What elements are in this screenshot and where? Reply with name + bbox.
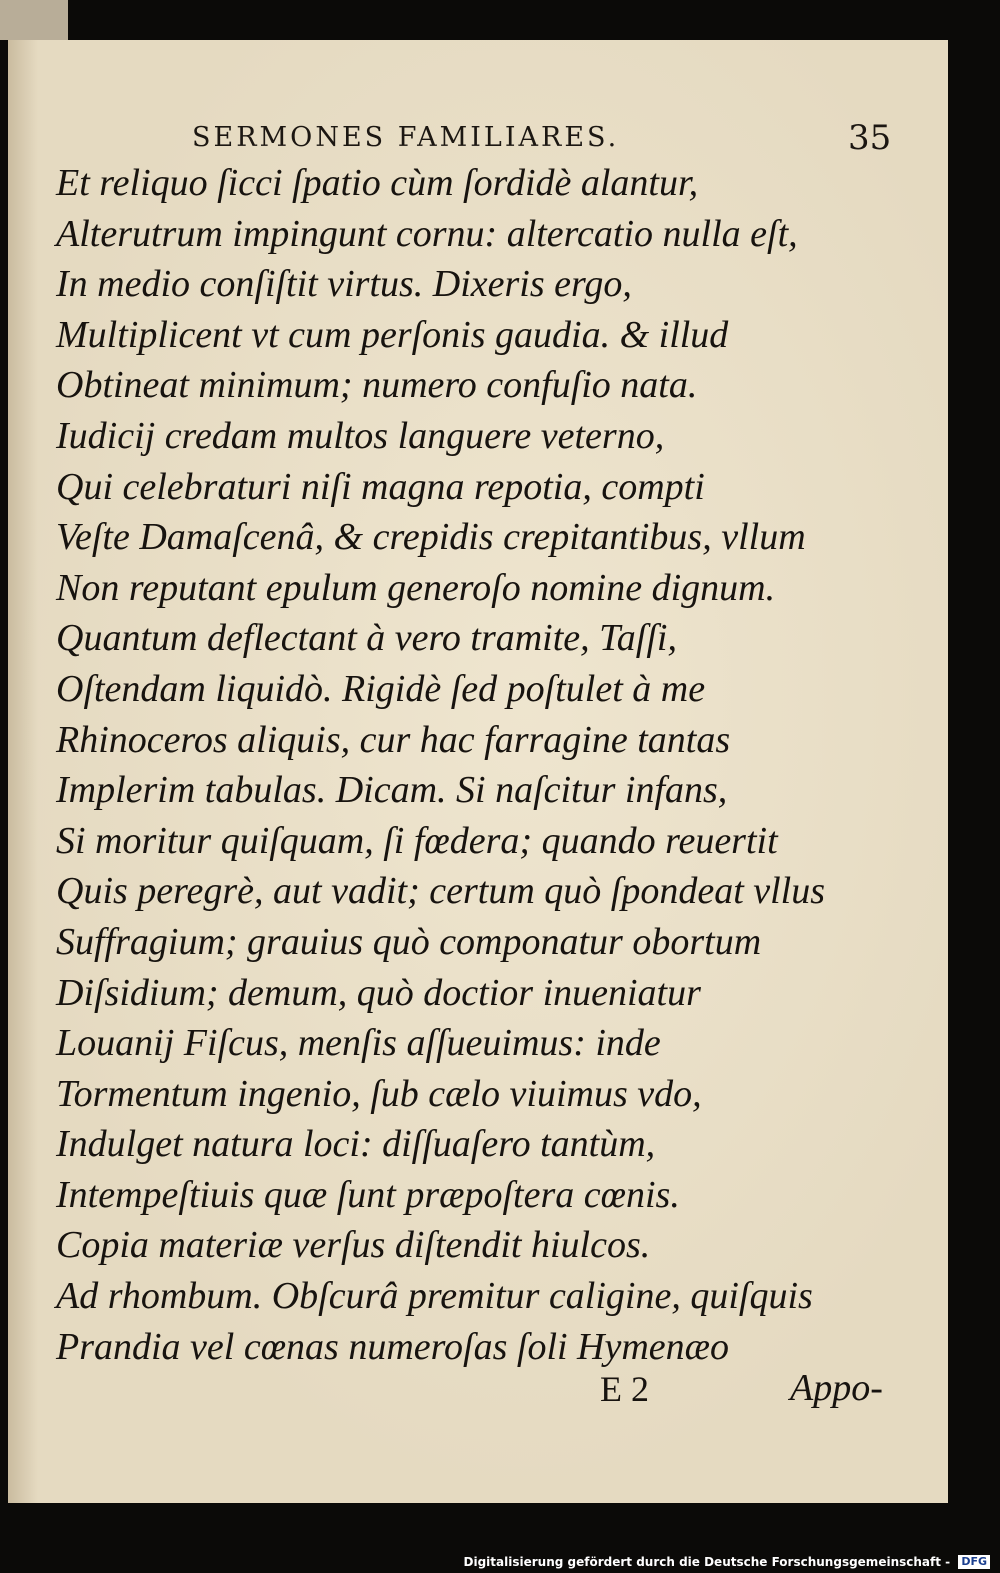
page-corner-tab [0, 0, 68, 40]
page-number: 35 [848, 118, 892, 158]
verse-text [56, 158, 916, 1372]
verse-line: Suffragium; grauius quò componatur obortum [56, 920, 762, 963]
digitization-credit [464, 1555, 990, 1570]
verse-line: Diſsidium; demum, quò doctior inueniatur [56, 971, 701, 1014]
verse-line: Et reliquo ſicci ſpatio cùm ſordidè alantur, [56, 162, 699, 204]
catchword: Appo- [790, 1367, 883, 1409]
verse-line: In medio conſiſtit virtus. Dixeris ergo, [56, 263, 632, 306]
verse-line: Quis peregrè, aut vadit; certum quò ſpondeat vllus [56, 870, 826, 913]
verse-line: Non reputant epulum generoſo nomine dignum. [56, 566, 776, 609]
verse-line: Implerim tabulas. Dicam. Si naſcitur infans, [56, 769, 728, 812]
verse-line: Copia materiæ verſus diſtendit hiulcos. [56, 1224, 651, 1267]
verse-line: Alterutrum impingunt cornu: altercatio nulla eſt, [56, 212, 798, 255]
dfg-logo: DFG [958, 1555, 990, 1569]
verse-line: Rhinoceros aliquis, cur hac farragine tantas [56, 718, 731, 761]
verse-line: Multiplicent vt cum perſonis gaudia. & illud [56, 313, 729, 356]
verse-line: Oſtendam liquidò. Rigidè ſed poſtulet à me [56, 667, 706, 710]
verse-line: Prandia vel cœnas numeroſas ſoli Hymenæo [56, 1325, 730, 1368]
verse-line: Obtineat minimum; numero confuſio nata. [56, 364, 698, 407]
verse-line: Iudicij credam multos languere veterno, [56, 414, 665, 457]
verse-line: Ad rhombum. Obſcurâ premitur caligine, quiſquis [56, 1275, 813, 1318]
signature-mark: E 2 [600, 1369, 649, 1409]
verse-line: Tormentum ingenio, ſub cælo viuimus vdo, [56, 1072, 702, 1115]
verse-line: Quantum deflectant à vero tramite, Taſſi, [56, 617, 677, 660]
verse-line: Veſte Damaſcenâ, & crepidis crepitantibus, vllum [56, 516, 806, 559]
verse-line: Si moritur quiſquam, ſi fœdera; quando reuertit [56, 819, 778, 862]
verse-line: Qui celebraturi niſi magna repotia, compti [56, 465, 705, 508]
credit-text: Digitalisierung gefördert durch die Deutsche Forschungsgemeinschaft - [463, 1554, 951, 1569]
verse-line: Intempeſtiuis quæ ſunt præpoſtera cœnis. [56, 1173, 680, 1216]
verse-line: Indulget natura loci: diſſuaſero tantùm, [56, 1123, 656, 1166]
verse-line: Louanij Fiſcus, menſis aſſueuimus: inde [56, 1022, 661, 1065]
running-head: SERMONES FAMILIARES. [192, 122, 620, 153]
